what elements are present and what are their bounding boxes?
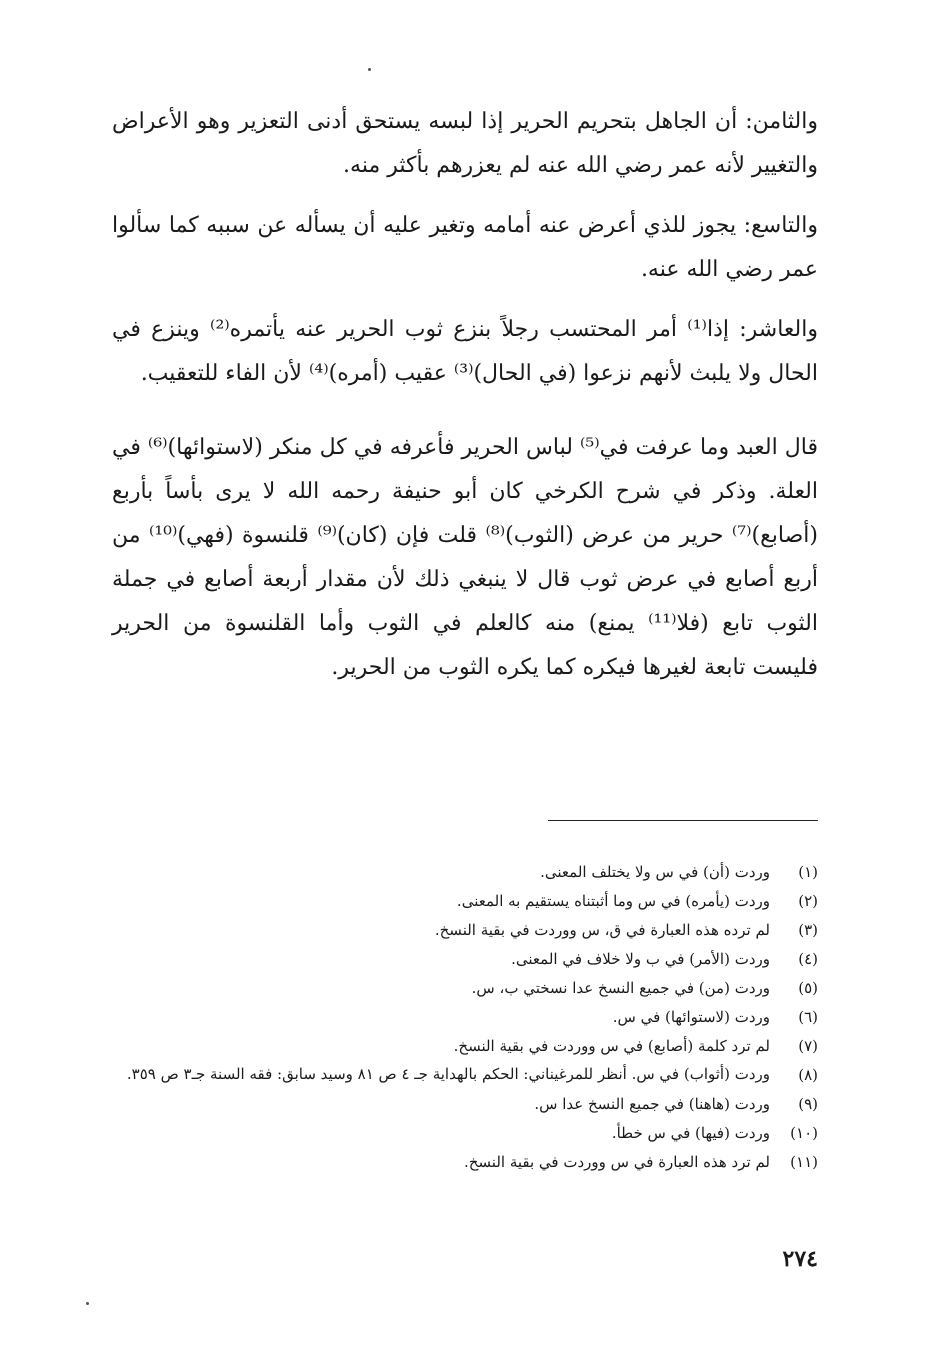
footnote-item	[112, 1119, 818, 1148]
footnote-number: (٥)	[798, 979, 818, 997]
footnote-text: وردت (فيها) في س خطأ.	[611, 1124, 770, 1142]
footnote-text: وردت (هاهنا) في جميع النسخ عدا س.	[534, 1095, 770, 1113]
footnote-text: لم ترد هذه العبارة في س ووردت في بقية النسخ.	[463, 1153, 770, 1171]
footnote-item	[112, 916, 818, 945]
footnote-number: (٨)	[798, 1066, 818, 1084]
footnote-number: (٩)	[798, 1095, 818, 1113]
footnote-item	[112, 1003, 818, 1032]
footnote-text: وردت (الأمر) في ب ولا خلاف في المعنى.	[511, 950, 770, 968]
footnote-item	[112, 858, 818, 887]
footnote-number: (٦)	[798, 1008, 818, 1026]
footnote-text: وردت (لاستوائها) في س.	[612, 1008, 770, 1026]
footnote-separator	[548, 820, 818, 821]
footnote-number: (٢)	[798, 892, 818, 910]
paragraph-eighth: والثامن: أن الجاهل بتحريم الحرير إذا لبسه يستحق أدنى التعزير وهو الأعراض والتغيير لأنه عمر رضي الله عنه لم يعزرهم بأكثر منه.	[112, 109, 818, 178]
footnote-text: لم ترد كلمة (أصابع) في س ووردت في بقية النسخ.	[453, 1037, 770, 1055]
footnote-item	[112, 1148, 818, 1177]
footnote-number: (٣)	[798, 921, 818, 939]
paragraph-ninth: والتاسع: يجوز للذي أعرض عنه أمامه وتغير عليه أن يسأله عن سببه كما سألوا عمر رضي الله عنه.	[112, 213, 818, 282]
main-text	[112, 100, 818, 706]
footnote-item	[112, 945, 818, 974]
paragraph-tenth: والعاشر: إذا⁽¹⁾ أمر المحتسب رجلاً بنزع ثوب الحرير عنه يأتمره⁽²⁾ وينزع في الحال ولا يلبث لأنهم نزعوا (في الحال)⁽³⁾ عقيب (أمره)⁽⁴⁾ لأن الفاء للتعقيب.	[112, 317, 818, 386]
footnote-number: (١٠)	[790, 1124, 818, 1142]
footnote-item	[112, 1061, 818, 1090]
footnote-text: لم ترده هذه العبارة في ق، س ووردت في بقية النسخ.	[434, 921, 770, 939]
footnote-number: (١١)	[790, 1153, 818, 1171]
footnote-text: وردت (أثواب) في س. أنظر للمرغيناني: الحكم بالهداية جـ ٤ ص ٨١ وسيد سابق: فقه السنة جـ٣ ص ٣٥٩.	[126, 1065, 770, 1083]
footnote-text: وردت (من) في جميع النسخ عدا نسختي ب، س.	[471, 979, 770, 997]
footnote-item	[112, 1032, 818, 1061]
footnote-item	[112, 1090, 818, 1119]
scan-speck	[86, 1302, 89, 1305]
footnote-text: وردت (أن) في س ولا يختلف المعنى.	[540, 863, 770, 881]
scan-speck	[368, 68, 371, 71]
footnotes	[112, 858, 818, 1177]
footnote-item	[112, 974, 818, 1003]
footnote-number: (١)	[798, 863, 818, 881]
page-number: ٢٧٤	[782, 1246, 818, 1272]
paragraph-commentary: قال العبد وما عرفت في⁽⁵⁾ لباس الحرير فأعرفه في كل منكر (لاستوائها)⁽⁶⁾ في العلة. وذكر في شرح الكرخي كان أبو حنيفة رحمه الله لا يرى بأساً بأربع (أصابع)⁽⁷⁾ حرير من عرض (الثوب)⁽⁸⁾ قلت فإن (كان)⁽⁹⁾ قلنسوة (فهي)⁽¹⁰⁾ من أربع أصابع في عرض ثوب قال لا ينبغي ذلك لأن مقدار أربعة أصابع في جملة الثوب تابع (فلا⁽¹¹⁾ يمنع) منه كالعلم في الثوب وأما القلنسوة من الحرير فليست تابعة لغيرها فيكره كما يكره الثوب من الحرير.	[112, 435, 818, 680]
footnote-number: (٧)	[798, 1037, 818, 1055]
footnote-item	[112, 887, 818, 916]
footnote-text: وردت (يأمره) في س وما أثبتناه يستقيم به المعنى.	[456, 892, 770, 910]
footnote-number: (٤)	[798, 950, 818, 968]
